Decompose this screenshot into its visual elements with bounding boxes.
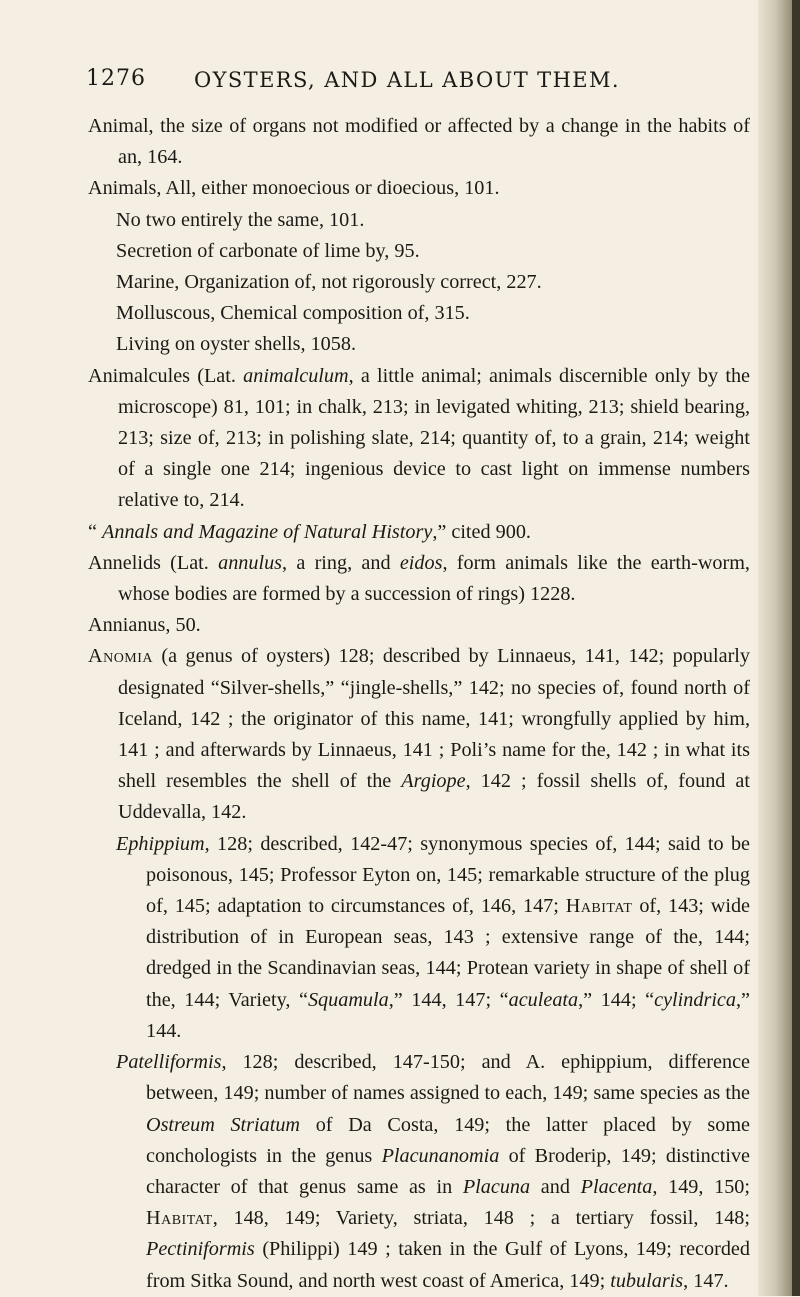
small-caps-term: Anomia: [88, 645, 154, 668]
entry-text: Living on oyster shells, 1058.: [116, 333, 356, 356]
index-entry: [88, 1047, 750, 1297]
italic-term: eidos: [399, 551, 443, 574]
small-caps-term: Habitat: [146, 1207, 213, 1230]
italic-term: Placunanomia: [381, 1144, 500, 1167]
entry-text: “: [88, 520, 103, 543]
entry-text: Secretion of carbonate of lime by, 95.: [116, 239, 420, 262]
italic-term: Ostreum Striatum: [146, 1113, 301, 1136]
index-entry: [88, 641, 750, 828]
italic-term: cylindrica: [654, 988, 736, 1011]
index-entry: [88, 361, 750, 517]
entry-text: Annianus, 50.: [88, 614, 201, 637]
entry-text: , a ring, and: [282, 551, 400, 574]
entry-text: , 147.: [683, 1269, 729, 1292]
page-number: 1276: [86, 66, 146, 91]
entry-text: , form animals like the earth-worm, whose bodies are formed by a succession of rings) 1228.: [118, 551, 750, 606]
index-entry: [88, 829, 750, 1047]
italic-term: Squamula: [307, 988, 389, 1011]
entry-text: (Philippi) 149 ; taken in the Gulf of Lyons, 149; recorded from Sitka Sound, and north west coast of America, 149;: [146, 1238, 750, 1292]
italic-term: tubularis: [610, 1269, 684, 1292]
italic-term: annulus: [218, 551, 283, 574]
italic-term: Pectiniformis: [146, 1238, 255, 1261]
index-entry: [88, 329, 750, 360]
entry-text: , 128; described, 142-47; synonymous species of, 144; said to be poisonous, 145; Professor Eyton on, 145; remarkable structure of the plug of, 145; adaptation to circumstances of, 146, 147;: [146, 832, 750, 918]
entry-text: Animal, the size of organs not modified or affected by a change in the habits of an, 164.: [88, 115, 750, 169]
entry-text: Animalcules (Lat.: [88, 364, 244, 387]
entry-text: ,” 144.: [146, 988, 751, 1042]
entry-text: , a little animal; animals discernible only by the microscope) 81, 101; in chalk, 213; in levigated whiting, 213; shield bearing, 213; size of, 213; in polishing slate, 214; quantity of, to a grain, 214; weight of a single one 214; ingenious device to cast light on immense numbers relative to, 214.: [118, 364, 751, 512]
entry-text: ,” 144; “: [578, 988, 655, 1011]
entry-text: ,” cited 900.: [432, 520, 531, 543]
entry-text: , 148, 149; Variety, striata, 148 ; a tertiary fossil, 148;: [212, 1207, 750, 1230]
index-entry: [88, 298, 750, 329]
index-entry: [88, 517, 750, 548]
italic-term: Annals and Magazine of Natural History: [102, 520, 433, 543]
italic-term: aculeata: [508, 988, 579, 1011]
index-entry: [88, 610, 750, 641]
index-entry: [88, 236, 750, 267]
entry-text: Marine, Organization of, not rigorously correct, 227.: [116, 271, 542, 294]
entry-text: No two entirely the same, 101.: [116, 208, 365, 231]
italic-term: Patelliformis: [116, 1051, 222, 1074]
entry-text: of Broderip, 149; distinctive character of that genus same as in: [146, 1144, 750, 1198]
entry-text: ,” 144, 147; “: [388, 988, 509, 1011]
running-head: OYSTERS, AND ALL ABOUT THEM.: [194, 68, 620, 92]
small-caps-term: Habitat: [565, 895, 633, 918]
index-entry: [88, 173, 750, 204]
entry-text: , 142 ; fossil shells of, found at Uddevalla, 142.: [118, 770, 750, 824]
italic-term: animalculum: [243, 364, 349, 387]
italic-term: Placuna: [462, 1175, 531, 1198]
entry-text: , 149, 150;: [652, 1175, 750, 1198]
entry-text: Animals, All, either monoecious or dioecious, 101.: [88, 177, 500, 200]
entry-text: and: [530, 1175, 581, 1198]
entry-text: Molluscous, Chemical composition of, 315.: [116, 302, 470, 325]
entry-text: (a genus of oysters) 128; described by Linnaeus, 141, 142; popularly designated “Silver-shells,” “jingle-shells,” 142; no species of, found north of Iceland, 142 ; the originator of this name, 141; wrongfully applied by him, 141 ; and afterwards by Linnaeus, 141 ; Poli’s name for the, 142 ; in what its shell resembles the shell of the: [118, 645, 750, 793]
entry-text: , 128; described, 147-150; and A. ephippium, difference between, 149; number of names assigned to each, 149; same species as the: [146, 1051, 750, 1105]
italic-term: Ephippium: [116, 832, 205, 855]
entry-text: Annelids (Lat.: [88, 551, 219, 574]
italic-term: Argiope: [401, 770, 466, 793]
entry-text: of Da Costa, 149; the latter placed by some conchologists in the genus: [146, 1113, 751, 1167]
index-entry: [88, 111, 750, 173]
book-spine-edge: [758, 0, 800, 1296]
italic-term: Placenta: [580, 1175, 653, 1198]
index-entry: [88, 205, 750, 236]
entry-text: of, 143; wide distribution of in European seas, 143 ; extensive range of the, 144; dredged in the Scandinavian seas, 144; Protean variety in shape of shell of the, 144; Variety, “: [146, 895, 750, 1011]
index-entry: [88, 548, 750, 610]
index-entry: [88, 267, 750, 298]
index-entries: [88, 111, 750, 1297]
